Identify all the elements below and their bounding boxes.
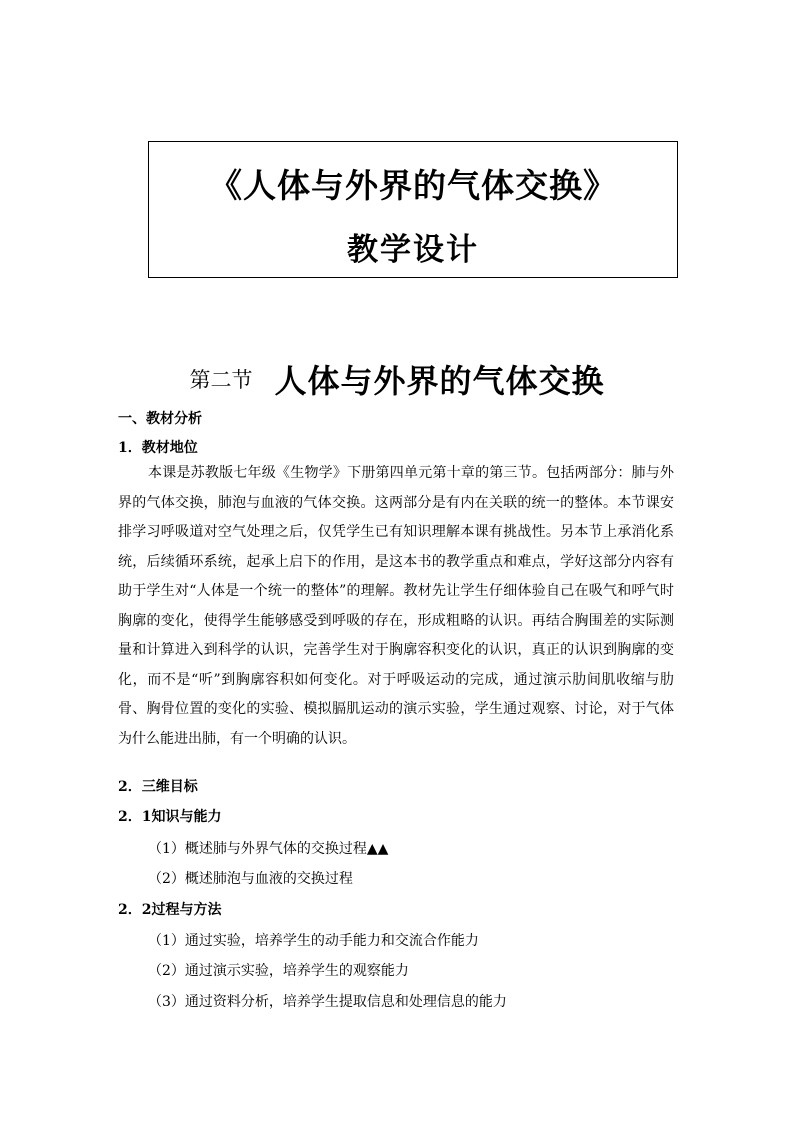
- heading-process-method: 2．2过程与方法: [118, 902, 222, 918]
- process-item: （3）通过资料分析，培养学生提取信息和处理信息的能力: [148, 994, 507, 1010]
- heading-three-goals: 2．三维目标: [118, 779, 198, 795]
- process-item: （1）通过实验，培养学生的动手能力和交流合作能力: [148, 933, 479, 949]
- heading-knowledge-ability: 2．1知识与能力: [118, 809, 222, 825]
- analysis-paragraph: 本课是苏教版七年级《生物学》下册第四单元第十章的第三节。包括两部分：肺与外界的气体交换，肺泡与血液的气体交换。这两部分是有内在关联的统一的整体。本节课安排学习呼吸道对空气处理之后，仅凭学生已有知识理解本课有挑战性。另本节上承消化系统，后续循环系统，起承上启下的作用，是这本书的教学重点和难点，学好这部分内容有助于学生对“人体是一个统一的整体”的理解。教材先让学生仔细体验自己在吸气和呼气时胸廓的变化，使得学生能够感受到呼吸的存在，形成粗略的认识。再结合胸围差的实际测量和计算进入到科学的认识，完善学生对于胸廓容积变化的认识，真正的认识到胸廓的变化，而不是“听”到胸廓容积如何变化。对于呼吸运动的完成，通过演示肋间肌收缩与肋骨、胸骨位置的变化的实验、模拟膈肌运动的演示实验，学生通过观察、讨论，对于气体为什么能进出肺，有一个明确的认识。: [118, 465, 674, 747]
- document-subtitle: 教学设计: [347, 232, 479, 268]
- heading-textbook-analysis: 一、教材分析: [118, 411, 202, 427]
- section-heading: [0, 356, 794, 402]
- title-box: [148, 141, 678, 278]
- knowledge-item: （1）概述肺与外界气体的交换过程▲▲: [148, 841, 389, 857]
- heading-textbook-position: 1．教材地位: [118, 440, 198, 456]
- knowledge-item: （2）概述肺泡与血液的交换过程: [148, 871, 353, 887]
- document-title: 《人体与外界的气体交换》: [209, 166, 617, 205]
- section-number: 第二节: [189, 368, 253, 392]
- process-item: （2）通过演示实验，培养学生的观察能力: [148, 963, 409, 979]
- section-name: 人体与外界的气体交换: [274, 362, 605, 400]
